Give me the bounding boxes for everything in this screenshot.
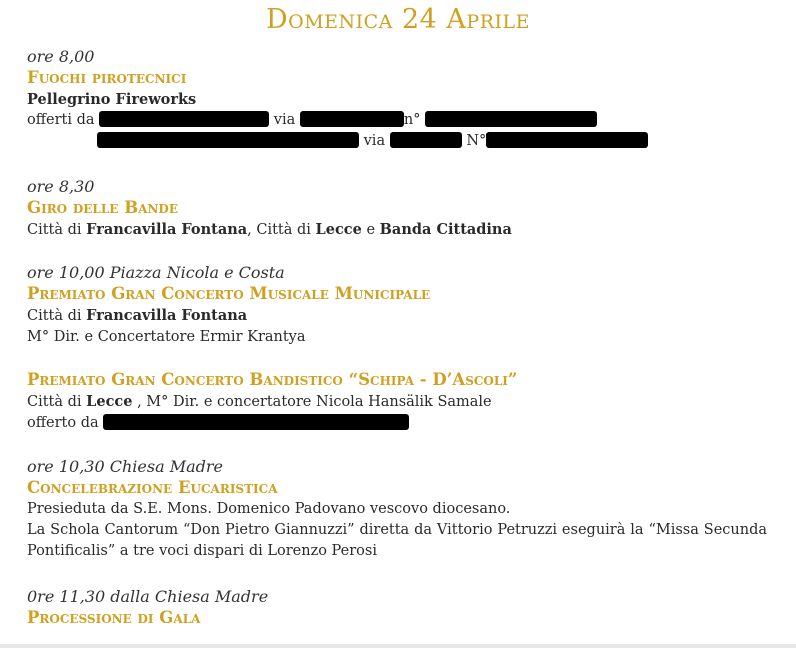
event-title: Processione di Gala bbox=[27, 608, 201, 627]
event-bands-tour bbox=[27, 176, 767, 241]
event-title: Fuochi pirotecnici bbox=[27, 68, 187, 87]
event-title: Premiato Gran Concerto Musicale Municipale bbox=[27, 284, 431, 303]
event-time: 0re 11,30 dalla Chiesa Madre bbox=[27, 587, 269, 606]
via-label: via bbox=[363, 133, 386, 149]
event-time: ore 8,00 bbox=[27, 47, 95, 66]
redacted-block bbox=[99, 111, 269, 127]
redacted-block bbox=[425, 111, 597, 127]
event-detail: Presieduta da S.E. Mons. Domenico Padovano vescovo diocesano. bbox=[27, 501, 511, 517]
performer-name: Pellegrino Fireworks bbox=[27, 91, 197, 108]
event-title: Concelebrazione Eucaristica bbox=[27, 478, 278, 497]
event-detail bbox=[27, 305, 767, 327]
sponsor-line-2 bbox=[27, 131, 767, 152]
director-line: , M° Dir. e concertatore Nicola Hansälik Samale bbox=[137, 394, 492, 410]
event-band-concert bbox=[27, 369, 767, 434]
sponsor-line-1 bbox=[27, 110, 767, 131]
text: e bbox=[366, 222, 376, 238]
number-label: N° bbox=[466, 133, 487, 149]
director-line: M° Dir. e Concertatore Ermir Krantya bbox=[27, 329, 306, 345]
text: Città di bbox=[27, 394, 82, 410]
city-name: Lecce bbox=[86, 393, 133, 410]
city-name: Lecce bbox=[315, 221, 362, 238]
band-name: Banda Cittadina bbox=[379, 221, 512, 238]
event-detail bbox=[27, 391, 767, 413]
page-title: Domenica 24 Aprile bbox=[265, 4, 531, 35]
city-name: Francavilla Fontana bbox=[86, 221, 248, 238]
city-name: Francavilla Fontana bbox=[86, 307, 248, 324]
number-label: n° bbox=[403, 112, 421, 128]
event-procession bbox=[27, 586, 767, 629]
event-detail: La Schola Cantorum “Don Pietro Giannuzzi” diretta da Vittorio Petruzzi eseguirà la “Missa Secunda Pontificalis” a tre voci dispari di Lorenzo Perosi bbox=[27, 522, 767, 559]
redacted-block bbox=[103, 414, 409, 430]
event-eucharist bbox=[27, 456, 767, 562]
redacted-block bbox=[486, 132, 648, 148]
offered-label: offerti da bbox=[27, 112, 95, 128]
event-time: ore 10,00 Piazza Nicola e Costa bbox=[27, 263, 285, 282]
page-bottom-edge bbox=[0, 644, 796, 648]
redacted-block bbox=[300, 111, 404, 127]
event-title: Premiato Gran Concerto Bandistico “Schipa - D’Ascoli” bbox=[27, 370, 518, 389]
sponsor-line bbox=[27, 413, 767, 434]
event-time: ore 8,30 bbox=[27, 177, 95, 196]
text: Città di bbox=[27, 222, 82, 238]
event-municipal-concert bbox=[27, 262, 767, 348]
redacted-block bbox=[390, 132, 462, 148]
event-title: Giro delle Bande bbox=[27, 198, 178, 217]
event-detail bbox=[27, 219, 767, 241]
text: , Città di bbox=[247, 222, 311, 238]
redacted-block bbox=[97, 132, 359, 148]
text: Città di bbox=[27, 308, 82, 324]
offered-label: offerto da bbox=[27, 415, 99, 431]
event-fireworks bbox=[27, 46, 767, 152]
via-label: via bbox=[273, 112, 296, 128]
event-time: ore 10,30 Chiesa Madre bbox=[27, 457, 223, 476]
